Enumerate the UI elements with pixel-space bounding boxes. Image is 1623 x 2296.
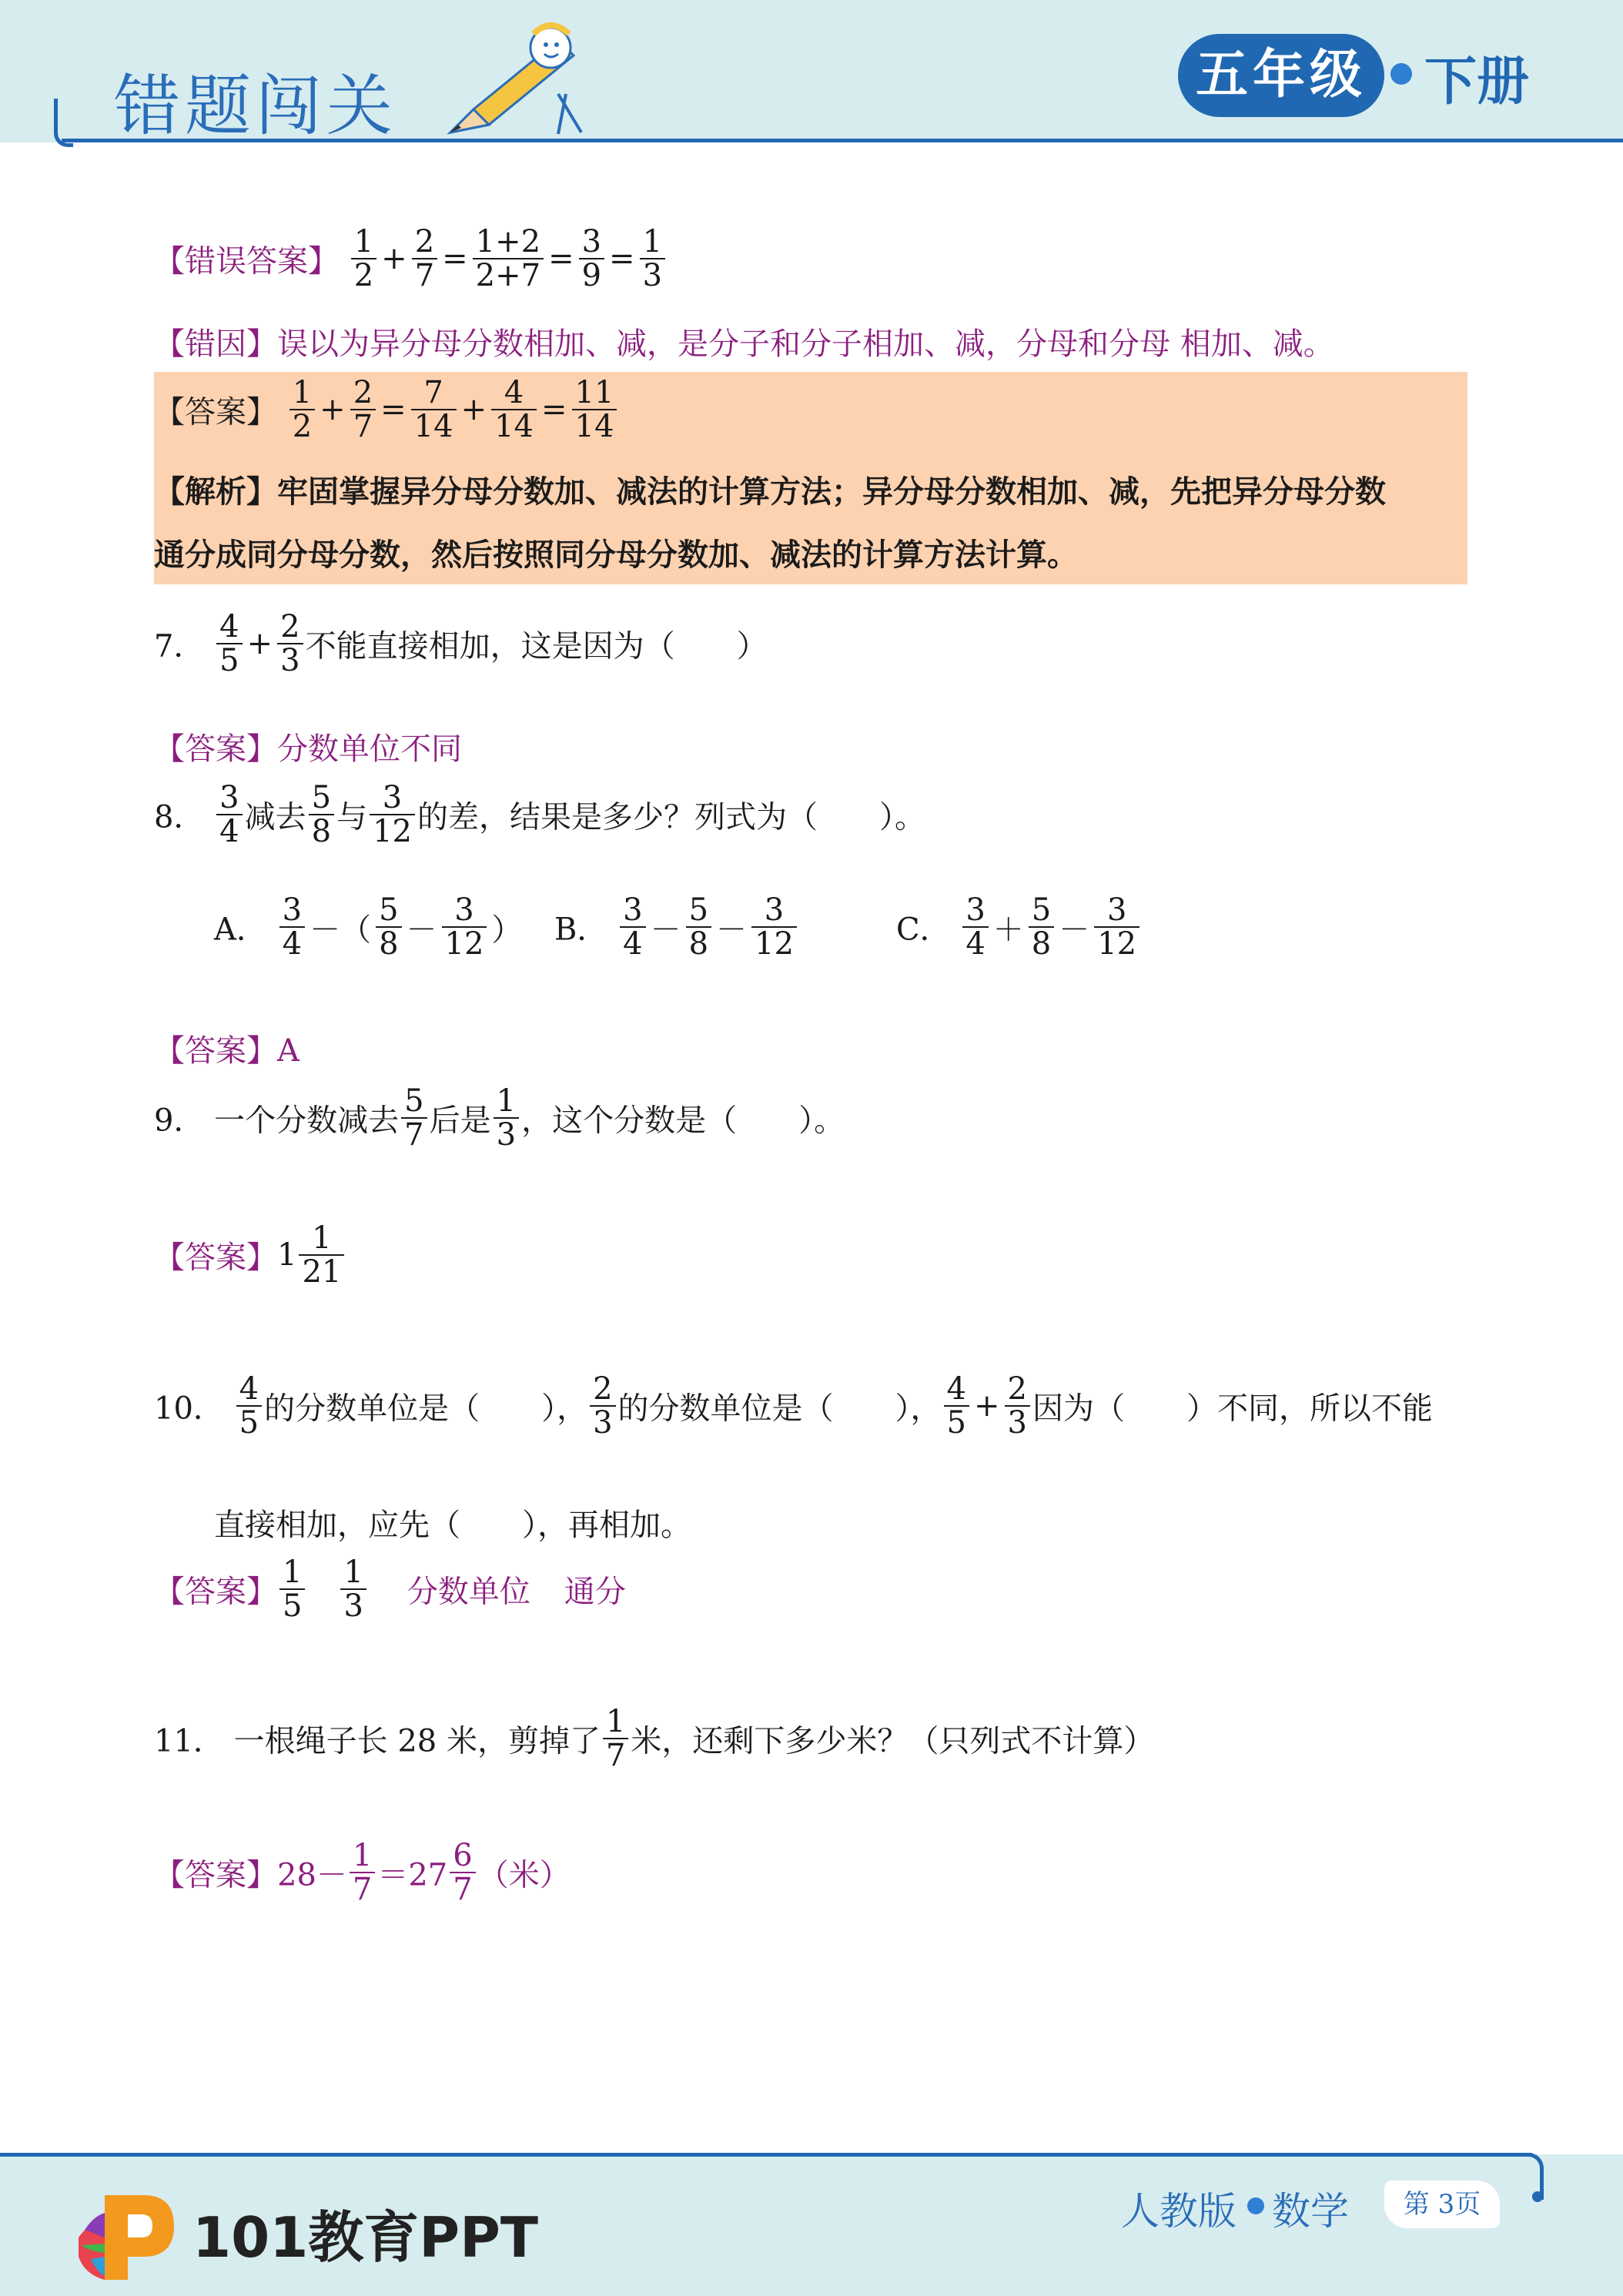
expr-operator: =	[442, 241, 468, 276]
q10-fraction-1: $\frac{4}{5}$	[236, 1373, 262, 1439]
q11-fraction-1: $\frac{1}{7}$	[603, 1705, 628, 1772]
analysis-6-text-1: 牢固掌握异分母分数加、减法的计算方法；异分母分数相加、减，先把异分母分数	[277, 474, 1386, 510]
q9-text-2: 后是	[429, 1103, 491, 1139]
q10-number: 10．	[154, 1391, 224, 1427]
expr-fraction: $\frac{1+2}{2+7}$	[473, 226, 544, 292]
q8-c-op-2: －	[1059, 912, 1090, 948]
error-cause-line	[154, 320, 1334, 363]
q8-c-frac-3: $\frac{3}{12}$	[1094, 894, 1139, 960]
q8-fraction-1: $\frac{3}{4}$	[216, 782, 242, 848]
subject-label: 数学	[1272, 2189, 1349, 2234]
q8-number: 8．	[154, 799, 205, 835]
q9-number: 9．	[154, 1103, 205, 1139]
q8-a-close: ）	[491, 912, 523, 948]
edition-label: 人教版	[1121, 2189, 1236, 2234]
page-number: 第 3页	[1384, 2181, 1500, 2228]
q8-a-minus: －	[406, 912, 437, 948]
question-9	[154, 1085, 845, 1151]
q8-option-b-label: B．	[554, 912, 608, 948]
q7-op: +	[246, 626, 273, 661]
analysis-6-line-1	[154, 467, 1386, 511]
question-7	[154, 611, 768, 677]
q8-c-op-1: ＋	[992, 912, 1024, 948]
expr-operator: +	[381, 241, 407, 276]
q7-fraction-2: $\frac{2}{3}$	[277, 611, 303, 677]
q8-a-frac-1: $\frac{3}{4}$	[279, 894, 305, 960]
question-8	[154, 782, 925, 848]
question-10-line-2	[214, 1501, 691, 1545]
q8-fraction-3: $\frac{3}{12}$	[370, 782, 415, 848]
q8-fraction-2: $\frac{5}{8}$	[309, 782, 334, 848]
analysis-6-text-2: 通分成同分母分数，然后按照同分母分数加、减法的计算方法计算。	[154, 537, 1078, 573]
q10-text-2: 的分数单位是（ ），	[617, 1391, 942, 1427]
q8-b-frac-3: $\frac{3}{12}$	[751, 894, 797, 960]
q11-answer-fraction-2: $\frac{6}{7}$	[450, 1839, 475, 1906]
q8-answer-label: 【答案】	[154, 1033, 277, 1069]
q8-text-2: 与	[336, 799, 368, 835]
q10-answer-fraction-1: $\frac{1}{5}$	[279, 1556, 305, 1622]
q10-text-3: 因为（ ）不同，所以不能	[1032, 1391, 1433, 1427]
q11-answer-mid: ＝27	[377, 1857, 448, 1893]
q10-fraction-4: $\frac{2}{3}$	[1005, 1373, 1030, 1439]
q11-number: 11．	[154, 1723, 224, 1759]
expr-fraction: $\frac{1}{2}$	[289, 377, 315, 443]
q10-op: +	[973, 1388, 1000, 1424]
q8-b-op-2: －	[716, 912, 748, 948]
error-cause-label: 【错因】	[154, 326, 277, 362]
volume-label: 下册	[1424, 52, 1530, 112]
footer-rule	[0, 2153, 1532, 2157]
q8-option-a-label: A．	[214, 912, 267, 948]
q8-b-frac-2: $\frac{5}{8}$	[686, 894, 711, 960]
q11-answer-pre: 28－	[277, 1857, 347, 1893]
q8-b-frac-1: $\frac{3}{4}$	[620, 894, 645, 960]
q7-answer-text: 分数单位不同	[277, 731, 462, 767]
q8-answer	[154, 1026, 300, 1070]
pencil-mascot-icon	[443, 17, 597, 140]
q8-a-frac-3: $\frac{3}{12}$	[442, 894, 487, 960]
expr-operator: =	[548, 241, 574, 276]
q9-fraction-2: $\frac{1}{3}$	[494, 1085, 519, 1151]
q8-c-frac-2: $\frac{5}{8}$	[1029, 894, 1054, 960]
q8-text-1: 减去	[244, 799, 306, 835]
expr-fraction: $\frac{4}{14}$	[491, 377, 537, 443]
expr-fraction: $\frac{1}{2}$	[351, 226, 376, 292]
q8-option-b	[554, 894, 799, 960]
q7-answer	[154, 725, 462, 768]
expr-operator: +	[460, 392, 487, 427]
expr-operator: =	[380, 392, 407, 427]
footer-dot	[1247, 2197, 1264, 2214]
q8-a-frac-2: $\frac{5}{8}$	[376, 894, 401, 960]
grade-badge: 五年级	[1178, 34, 1384, 117]
brand-title: 错题闯关	[114, 68, 397, 145]
q7-fraction-1: $\frac{4}{5}$	[216, 611, 242, 677]
q10-text-1: 的分数单位是（ ），	[264, 1391, 588, 1427]
q11-answer	[154, 1839, 571, 1906]
answer-6-line	[154, 377, 619, 443]
wrong-answer-line	[154, 226, 668, 292]
q9-text-3: ，这个分数是（ ）。	[521, 1103, 845, 1139]
expr-fraction: $\frac{3}{9}$	[579, 226, 604, 292]
analysis-6-line-2	[154, 530, 1078, 574]
q8-option-c	[896, 894, 1142, 960]
expr-fraction: $\frac{2}{7}$	[412, 226, 437, 292]
q7-answer-label: 【答案】	[154, 731, 277, 767]
error-cause-text: 误以为异分母分数相加、减，是分子和分子相加、减，分母和分母 相加、减。	[277, 326, 1334, 362]
question-10	[154, 1373, 1433, 1439]
q11-answer-label: 【答案】	[154, 1857, 277, 1893]
q10-fraction-3: $\frac{4}{5}$	[944, 1373, 969, 1439]
q7-number: 7．	[154, 628, 205, 664]
q10-answer-fraction-2: $\frac{1}{3}$	[340, 1556, 366, 1622]
logo-text: 101教育PPT	[192, 2205, 538, 2270]
q8-option-a	[214, 894, 524, 960]
answer-6-label: 【答案】	[154, 394, 277, 430]
q11-answer-fraction-1: $\frac{1}{7}$	[350, 1839, 375, 1906]
q9-answer	[154, 1222, 346, 1288]
expr-fraction: $\frac{11}{14}$	[572, 377, 617, 443]
q7-text: 不能直接相加，这是因为（ ）	[305, 628, 768, 664]
q11-text-2: 米，还剩下多少米？（只列式不计算）	[631, 1723, 1155, 1759]
footer-hook-dot	[1532, 2191, 1543, 2202]
answer-6-expression	[287, 375, 620, 444]
q8-c-frac-1: $\frac{3}{4}$	[962, 894, 988, 960]
q9-fraction-1: $\frac{5}{7}$	[401, 1085, 427, 1151]
q10-answer-text-1: 分数单位	[407, 1574, 530, 1610]
q10-answer-label: 【答案】	[154, 1574, 277, 1610]
expr-operator: +	[320, 392, 346, 427]
wrong-answer-expression	[349, 224, 668, 293]
q11-text-1: 一根绳子长 28 米，剪掉了	[233, 1723, 601, 1759]
q9-text-1: 一个分数减去	[214, 1103, 400, 1139]
q8-b-op-1: －	[650, 912, 681, 948]
q8-a-open: －（	[310, 912, 372, 948]
q9-answer-label: 【答案】	[154, 1240, 277, 1276]
expr-fraction: $\frac{7}{14}$	[411, 377, 457, 443]
q10-answer	[154, 1556, 626, 1622]
q10-fraction-2: $\frac{2}{3}$	[590, 1373, 615, 1439]
q9-answer-whole: 1	[277, 1237, 297, 1273]
q9-answer-fraction: $\frac{1}{21}$	[299, 1222, 344, 1288]
expr-fraction: $\frac{2}{7}$	[350, 377, 376, 443]
q8-option-c-label: C．	[896, 912, 951, 948]
analysis-6-label: 【解析】	[154, 474, 277, 510]
q10-answer-text-2: 通分	[564, 1574, 626, 1610]
q10-text-line-2: 直接相加，应先（ ），再相加。	[214, 1508, 691, 1543]
q11-answer-post: （米）	[477, 1857, 571, 1893]
q8-text-3: 的差，结果是多少？列式为（ ）。	[417, 799, 925, 835]
expr-operator: =	[540, 392, 567, 427]
expr-fraction: $\frac{1}{3}$	[640, 226, 665, 292]
101-logo-icon	[74, 2184, 182, 2284]
expr-operator: =	[609, 241, 635, 276]
q8-answer-text: A	[277, 1033, 300, 1069]
wrong-answer-label: 【错误答案】	[154, 243, 339, 279]
header-dot	[1390, 63, 1412, 85]
question-11	[154, 1705, 1154, 1772]
